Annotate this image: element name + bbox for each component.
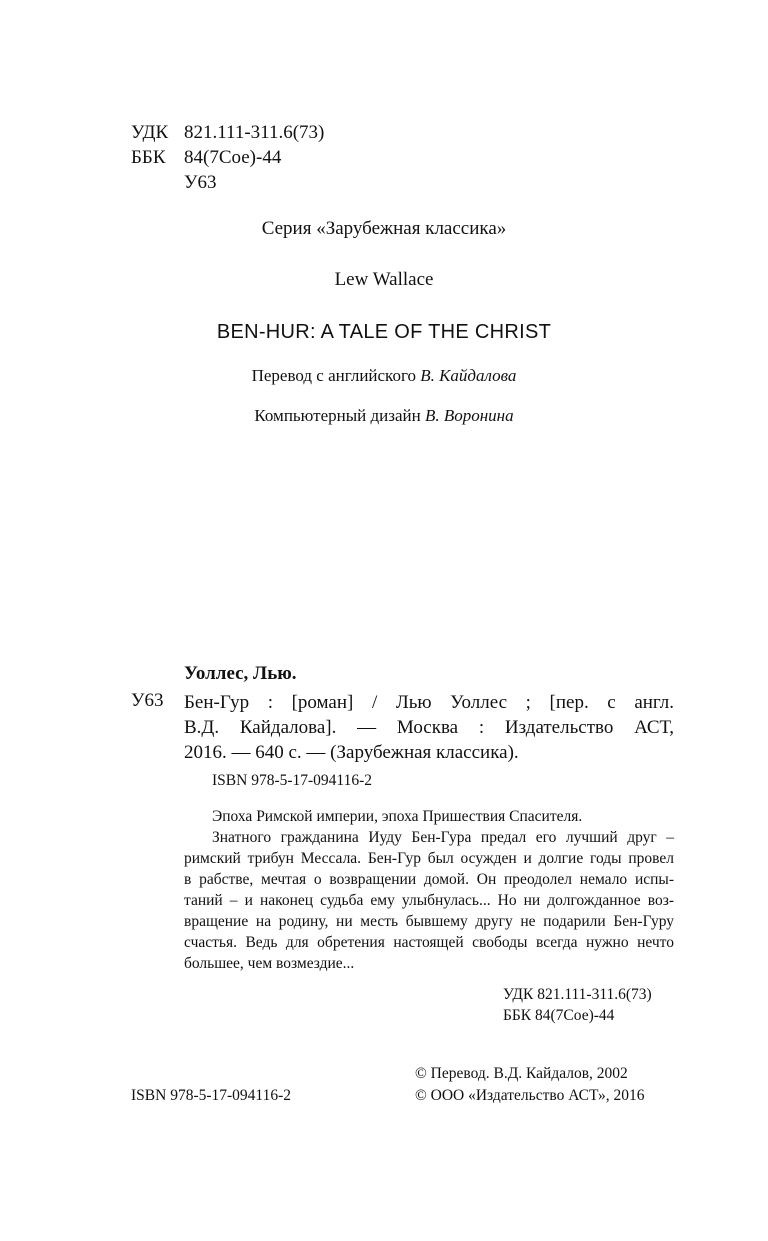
translator-name: В. Кайдалова bbox=[420, 366, 517, 385]
design-line bbox=[0, 406, 768, 426]
cutter-key bbox=[131, 170, 184, 195]
design-label: Компьютерный дизайн bbox=[254, 406, 421, 425]
annotation bbox=[184, 806, 674, 974]
bbk-row bbox=[131, 145, 324, 170]
translation-line bbox=[0, 366, 768, 386]
bbk-key: ББК bbox=[131, 147, 166, 168]
bbk-bottom: ББК 84(7Сое)-44 bbox=[503, 1007, 615, 1024]
series-line: Серия «Зарубежная классика» bbox=[261, 218, 507, 239]
udk-key: УДК bbox=[131, 122, 169, 143]
annotation-line: таний – и наконец судьба ему улыбнулась... Но ни долгожданное воз- bbox=[184, 892, 674, 909]
annotation-line: Эпоха Римской империи, эпоха Пришествия Спасителя. bbox=[212, 808, 583, 825]
annotation-line: большее, чем возмездие... bbox=[184, 955, 355, 972]
bib-line: В.Д. Кайдалова]. — Москва : Издательство АСТ, bbox=[184, 717, 674, 738]
isbn-bottom: ISBN 978-5-17-094116-2 bbox=[131, 1087, 292, 1104]
bib-isbn: ISBN 978-5-17-094116-2 bbox=[212, 772, 373, 789]
bbk-value: 84(7Сое)-44 bbox=[184, 147, 282, 168]
bottom-codes bbox=[503, 984, 652, 1026]
annotation-line: вращение на родину, ни месть бывшему другу не подарили Бен-Гуру bbox=[184, 913, 674, 930]
annotation-line: римский трибун Мессала. Бен-Гур был осужден и долгие годы провел bbox=[184, 850, 674, 867]
cutter-row bbox=[131, 170, 324, 195]
designer-name: В. Воронина bbox=[424, 406, 514, 425]
author-en: Lew Wallace bbox=[334, 269, 434, 290]
bib-line: 2016. — 640 с. — (Зарубежная классика). bbox=[184, 742, 519, 763]
bib-author-heading: Уоллес, Лью. bbox=[184, 663, 297, 684]
bib-line: Бен-Гур : [роман] / Лью Уоллес ; [пер. с англ. bbox=[184, 692, 674, 713]
cutter-value: У63 bbox=[184, 172, 217, 193]
annotation-line: счастья. Ведь для обретения настоящей свободы всегда нужно нечто bbox=[184, 934, 674, 951]
copyright-publisher: © ООО «Издательство АСТ», 2016 bbox=[415, 1087, 645, 1104]
udk-row bbox=[131, 120, 324, 145]
classification-codes bbox=[131, 120, 324, 195]
annotation-line: Знатного гражданина Иуду Бен-Гура предал его лучший друг – bbox=[212, 829, 674, 846]
copyright-translation: © Перевод. В.Д. Кайдалов, 2002 bbox=[415, 1065, 628, 1082]
udk-value: 821.111-311.6(73) bbox=[184, 122, 325, 143]
bib-description bbox=[184, 690, 674, 765]
udk-bottom: УДК 821.111-311.6(73) bbox=[503, 986, 652, 1003]
annotation-line: в рабстве, мечтая о возвращении домой. Он преодолел немало испы- bbox=[184, 871, 674, 888]
copyright-block bbox=[415, 1063, 645, 1107]
translation-label: Перевод с английского bbox=[251, 366, 416, 385]
bib-cutter: У63 bbox=[131, 690, 164, 711]
title-en: BEN-HUR: A TALE OF THE CHRIST bbox=[216, 321, 552, 343]
